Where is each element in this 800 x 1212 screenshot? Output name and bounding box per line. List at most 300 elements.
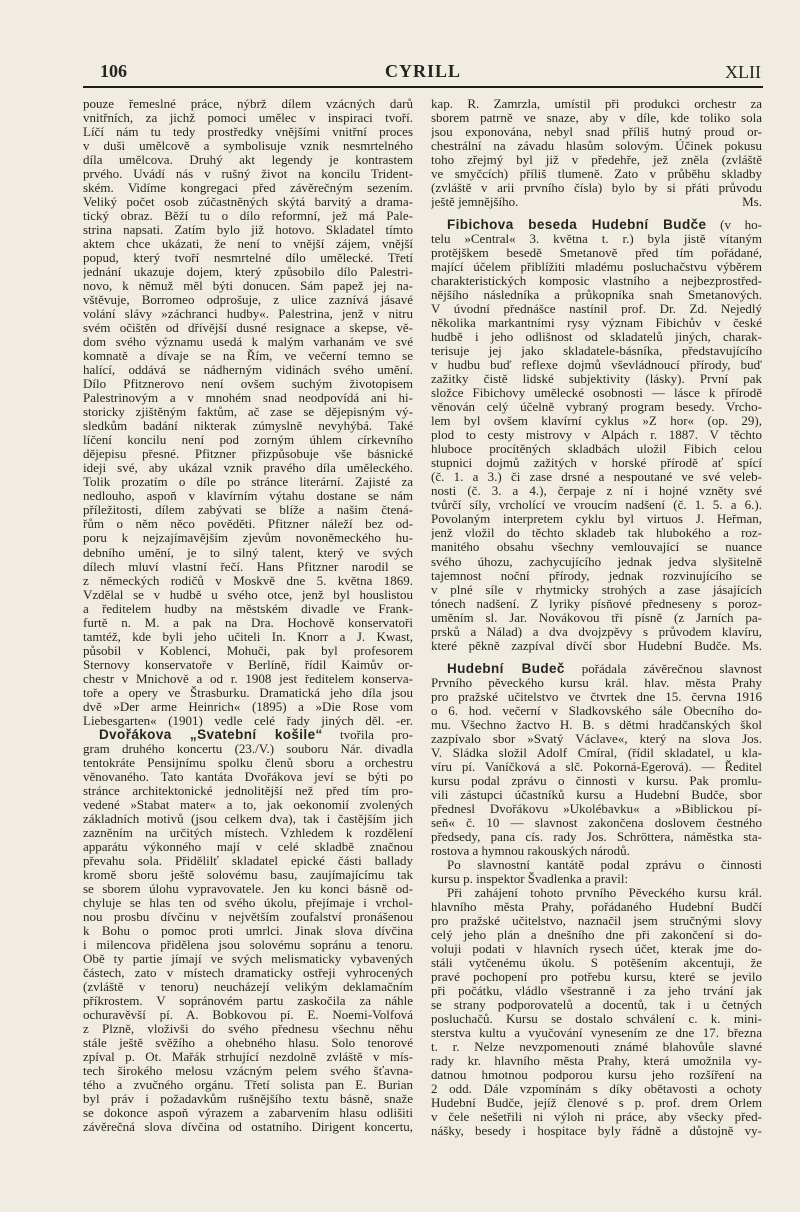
text-line <box>431 1054 762 1068</box>
line-text: v hudbu buď reflexe dojmů vševládnoucí přírody, buď <box>431 358 762 373</box>
line-text: které pěkně zazpíval dívčí sbor Hudební Budče. Ms. <box>431 638 762 653</box>
text-line <box>83 658 413 672</box>
line-text: nosti (č. 3. a 4.), čerpaje z ní i hojné vzněty své <box>431 484 762 499</box>
line-text: halící, oddává se nádherným vidinách svého umění. <box>83 363 413 378</box>
left-column <box>83 97 413 1134</box>
text-line <box>431 167 762 181</box>
text-line <box>83 742 413 756</box>
line-text: tvůrčí síly, vrcholící ve vroucím nadšení (č. 1. 5. a 6.). <box>431 498 762 513</box>
line-text: 2 odd. Dále vzpomínám s díky obětavosti a ochoty <box>431 1082 762 1097</box>
line-text: telu »Central« 3. května t. r.) byla jistě vítaným <box>431 232 762 247</box>
line-text: pro pražské učitelstvo ve čtvrtek dne 15. června 1916 <box>431 689 762 704</box>
line-text: z německých rodičů v Moskvě dne 5. května 1869. <box>83 573 413 588</box>
line-text: k Bohu o pomoc proti umrlci. Jinak slova dívčina <box>83 923 413 938</box>
text-line <box>83 630 413 644</box>
text-line <box>431 232 762 246</box>
line-text: pravé pochopení pro potřebu kursu, které se jevilo <box>431 969 762 984</box>
text-line <box>431 139 762 153</box>
text-line <box>83 588 413 602</box>
text-line <box>83 784 413 798</box>
text-line <box>431 442 762 456</box>
text-line <box>431 844 762 858</box>
text-line <box>431 597 762 611</box>
line-text: předsedy, pana cís. rady Jos. Schröttera, náměstka sta- <box>431 829 762 844</box>
line-text: Veliký počet osob zúčastněných skýtá barvitý a drama- <box>83 195 413 210</box>
line-text: Při zahájení tohoto prvního Pěveckého kursu král. <box>447 885 762 900</box>
text-line <box>431 316 762 330</box>
text-line <box>83 279 413 293</box>
line-text: celý jeho plán a dnešního dne při zakončení si do- <box>431 927 762 942</box>
line-text: (č. 1. a 3.) či zase drsné a nespoutané ve své veleb- <box>431 470 762 485</box>
text-line <box>83 363 413 377</box>
paragraph <box>431 218 762 652</box>
text-line <box>83 167 413 181</box>
text-line <box>83 672 413 686</box>
text-line <box>431 414 762 428</box>
line-text: hluboce procítěných skladbách uložil Fibich celou <box>431 442 762 457</box>
line-text: i milencova přidělena jsou solovému sopránu a tenoru. <box>83 937 413 952</box>
text-line <box>83 1064 413 1078</box>
text-line <box>431 928 762 942</box>
text-line <box>83 195 413 209</box>
text-line <box>83 517 413 531</box>
text-line <box>83 111 413 125</box>
line-text: v duši umělcově a symbolisuje vznik nesmrtelného <box>83 139 413 154</box>
text-line <box>83 616 413 630</box>
line-text: tamtéž, kde byli jeho učiteli In. Knorr a J. Kwast, <box>83 629 413 644</box>
line-text: v čele nešetřili ni výloh ni práce, aby všecky před- <box>431 1110 762 1125</box>
text-line <box>83 714 413 728</box>
text-line <box>431 456 762 470</box>
line-text: volání slávy »záchranci hudby«. Palestrina, jenž v nitru <box>83 307 413 322</box>
text-line <box>431 428 762 442</box>
volume-number: XLII <box>725 62 761 82</box>
line-text: tvořila pro- <box>322 727 413 742</box>
text-line <box>83 1036 413 1050</box>
text-line <box>83 405 413 419</box>
line-text: díla umělcova. Druhý akt legendy je kontrastem <box>83 153 413 168</box>
text-line <box>83 153 413 167</box>
text-line <box>83 854 413 868</box>
text-line <box>431 732 762 746</box>
line-text: chyluje se hlas ten od svého úkolu, přejímaje i vrchol- <box>83 895 413 910</box>
line-text: řům o něm něco pověděti. Pfitzner náleží bez od- <box>83 517 413 532</box>
line-text: manitého obsahu všechny vemlouvající se nuance <box>431 540 762 555</box>
text-line <box>83 391 413 405</box>
text-line <box>83 1120 413 1134</box>
text-line <box>431 498 762 512</box>
line-text: převahu sola. Přidělilť skladatel epické části ballady <box>83 853 413 868</box>
text-line <box>431 1110 762 1124</box>
text-line <box>431 1040 762 1054</box>
text-line <box>83 125 413 139</box>
text-line <box>431 512 762 526</box>
text-line <box>431 872 762 886</box>
paragraph <box>83 97 413 728</box>
text-line <box>83 700 413 714</box>
text-line <box>83 461 413 475</box>
line-text: prvého. Uvádí nás v rušný život na koncilu Trident- <box>83 167 413 182</box>
text-line <box>83 349 413 363</box>
text-line <box>83 868 413 882</box>
line-text: svého úhozu, zachycujícího jednak jedva slyšitelně <box>431 554 762 569</box>
line-text: protějškem besedě Smetanově před tím pořádané, <box>431 246 762 261</box>
line-text: V úvodní přednášce nastínil prof. Dr. Zd. Nejedlý <box>431 302 762 317</box>
text-line <box>431 639 762 653</box>
text-line <box>431 970 762 984</box>
text-line <box>431 344 762 358</box>
line-text: mající účelem přiblížiti mladému posluchačstvu výběrem <box>431 260 762 275</box>
line-text: (zvláště v tenoru) neucházejí velikým deklamačním <box>83 979 413 994</box>
text-line <box>431 984 762 998</box>
text-line <box>431 97 762 111</box>
paragraph <box>431 886 762 1138</box>
text-line <box>431 569 762 583</box>
text-line <box>83 896 413 910</box>
line-text: přednesl Dvořákovu »Ukolébavku« a »Biblickou pí- <box>431 801 762 816</box>
line-text: ještě jemnějšího. <box>431 195 519 210</box>
line-text: nějšího následníka a průkopníka snah Smetanových. <box>431 288 762 303</box>
line-text: Prvního pěveckého kursu král. hlav. města Prahy <box>431 675 762 690</box>
text-line <box>431 1096 762 1110</box>
text-line <box>431 195 762 209</box>
text-line <box>83 994 413 1008</box>
line-text: debního umění, je to silný talent, který ve svých <box>83 545 413 560</box>
line-text: pro pražské učitelstvo, naznačil jsem stručnými slovy <box>431 913 762 928</box>
line-text: Po slavnostní kantátě podal zprávu o činnosti <box>447 857 762 872</box>
text-line <box>431 956 762 970</box>
text-line <box>83 209 413 223</box>
text-line <box>83 1106 413 1120</box>
line-text: (zvláště v arii prvního čísla) bylo by si přáti průvodu <box>431 181 762 196</box>
line-text: kromě sboru ještě solovému basu, zaujímajícímu tak <box>83 867 413 882</box>
text-line <box>83 826 413 840</box>
text-line <box>83 770 413 784</box>
text-line <box>431 372 762 386</box>
line-text: Sternovy konservatoře v Berlíně, řídil Kaimův or- <box>83 657 413 672</box>
text-line <box>83 251 413 265</box>
line-text: strina napsati. Zatím bylo již hotovo. Skladatel tímto <box>83 223 413 238</box>
text-line <box>83 139 413 153</box>
text-line <box>431 400 762 414</box>
line-text: o 6. hod. večerní v Sladkovského sále Obecního do- <box>431 703 762 718</box>
line-text: Líčí nám tu tedy prostředky vnějšími vnitřní proces <box>83 125 413 140</box>
text-line <box>431 830 762 844</box>
text-line <box>83 686 413 700</box>
line-text: kursu podal zprávu o činnosti v kursu. Pak promlu- <box>431 773 762 788</box>
right-column <box>431 97 762 1138</box>
text-line <box>83 503 413 517</box>
text-line <box>83 938 413 952</box>
text-line <box>431 718 762 732</box>
line-text: základních motivů (jsou celkem dva), tak i častějším jich <box>83 811 413 826</box>
line-text: v plné síle v rhytmicky strohých a zase jásajících <box>431 582 762 597</box>
text-line <box>431 274 762 288</box>
text-line <box>83 433 413 447</box>
line-text: zazněním na určitých místech. Vzhledem k rozdělení <box>83 825 413 840</box>
text-line <box>431 1012 762 1026</box>
line-text: seň« č. 10 — slavnost zakončena doslovem čestného <box>431 815 762 830</box>
line-text: při počátku, vládlo všestranně i za jeho trvání jak <box>431 983 762 998</box>
text-line <box>83 293 413 307</box>
line-text: dějepisu přesné. Pfitzner přizpůsobuje vše básnické <box>83 447 413 462</box>
text-line <box>83 307 413 321</box>
line-text: ideji své, aby ukázal vznik pravého díla uměleckého. <box>83 461 413 476</box>
line-text: tajemnost noční přírody, jednak rozvinujícího se <box>431 568 762 583</box>
line-text: svém očištěn od dřívější dusné resignace a skepse, vě- <box>83 321 413 336</box>
line-text: terisuje jej jako skladatele-básníka, představujícího <box>431 344 762 359</box>
text-line <box>431 746 762 760</box>
text-line <box>83 882 413 896</box>
line-text: sborem patrně ve snaze, aby v díle, kde toliko sola <box>431 111 762 126</box>
section-heading: Hudební Budeč <box>447 661 565 676</box>
text-line <box>83 531 413 545</box>
line-text: nedlouho, aspoň v klavírním výtahu dostane se nám <box>83 489 413 504</box>
line-text: Dílo Pfitznerovo není ovšem suchým životopisem <box>83 377 413 392</box>
text-line <box>83 560 413 574</box>
line-text: vštěvuje, Borromeo odprošuje, z ulice zaznívá jásavé <box>83 293 413 308</box>
line-text: kursu p. inspektor Švadlenka a pravil: <box>431 871 629 886</box>
line-text: působil v Koblenci, Mohuči, pak byl profesorem <box>83 643 413 658</box>
line-text: se dokonce aspoň výrazem a zabarvením hlasu odlišiti <box>83 1106 413 1121</box>
page-number: 106 <box>100 61 127 81</box>
line-text: hudbě i jeho odlišnost od skladatelů jiných, charak- <box>431 330 762 345</box>
section-heading: Fibichova beseda Hudební Budče <box>447 218 707 233</box>
line-text: Vzdělal se v hudbě u svého otce, jenž byl houslistou <box>83 587 413 602</box>
line-text: věnován celý účelně vybraný program besedy. Vrcho- <box>431 400 762 415</box>
line-text: novo, k němuž měl býti donucen. Sám papež jej na- <box>83 279 413 294</box>
text-line <box>431 858 762 872</box>
line-text: byl práv i požadavkům rušnějšího textu básně, snaže <box>83 1092 413 1107</box>
line-text: stupnici dojmů zažitých v horské přírodě ať spící <box>431 456 762 471</box>
line-text: V. Sládka složil Adolf Cmíral, (řídil skladatel, u kla- <box>431 745 762 760</box>
line-text: tónech nadšení. Z lyriky písňové předneseny s poroz- <box>431 596 762 611</box>
line-text: apparátu výkonného mají v celé skladbě značnou <box>83 839 413 854</box>
text-line <box>431 260 762 274</box>
line-text: mu. Všechno žactvo H. B. s dětmi hradčanských škol <box>431 717 762 732</box>
line-text: hlavního města Prahy, pořádaného Hudební Budčí <box>431 899 762 914</box>
text-line <box>431 153 762 167</box>
text-line <box>83 798 413 812</box>
text-line <box>431 816 762 830</box>
text-line <box>431 611 762 625</box>
line-text: zazpívalo sbor »Svatý Václave«, který na slova Jos. <box>431 731 762 746</box>
line-text: stáli vytčenému úkolu. S potěšením akcentuji, že <box>431 955 762 970</box>
line-text: víru pí. Vaníčková a slč. Pokorná-Egerová). — Ředitel <box>431 759 762 774</box>
line-text: z Plzně, vloživši do svého přednesu všechnu něhu <box>83 1022 413 1037</box>
text-line <box>83 1008 413 1022</box>
line-text: storicky zjištěným faktům, ač zase se dějepisným vý- <box>83 405 413 420</box>
text-line <box>83 335 413 349</box>
line-text: jenž vložil do těchto skladeb tak hlubokého a roz- <box>431 526 762 541</box>
text-line <box>431 555 762 569</box>
text-line <box>431 470 762 484</box>
text-line <box>83 1050 413 1064</box>
text-line <box>431 625 762 639</box>
paragraph <box>431 662 762 858</box>
line-text: líčení koncilu není pod zorným úhlem církevního <box>83 433 413 448</box>
text-line <box>431 583 762 597</box>
line-text: aktem chce ukázati, že není to vnější zájem, vnější <box>83 237 413 252</box>
paragraph <box>83 728 413 1134</box>
line-text: chestr v Mnichově a od r. 1908 jest ředitelem konserva- <box>83 671 413 686</box>
text-line <box>431 662 762 676</box>
text-line <box>431 704 762 718</box>
line-text: gram druhého koncertu (23./V.) souboru Nár. divadla <box>83 741 413 756</box>
text-line <box>431 998 762 1012</box>
text-line <box>83 980 413 994</box>
line-text: charakteristických komposic vlastního a nejbezprostřed- <box>431 274 762 289</box>
text-line <box>83 602 413 616</box>
author-signature: Ms. <box>742 195 762 210</box>
line-text: plod to cesty mistrovy v Alpách r. 1887. V těchto <box>431 428 762 443</box>
line-text: příležitosti, dílem zabývati se blíže a našim čtená- <box>83 503 413 518</box>
text-line <box>431 900 762 914</box>
line-text: jednání ukazuje dojem, který způsobilo dílo Palestri- <box>83 265 413 280</box>
line-text: tický obraz. Běží tu o dílo reformní, jež má Pale- <box>83 209 413 224</box>
text-line <box>83 952 413 966</box>
line-text: tého a zvučného orgánu. Třetí solista pan E. Burian <box>83 1078 413 1093</box>
line-text: rady kr. hlavního města Prahy, která umožnila vy- <box>431 1054 762 1069</box>
text-line <box>83 728 413 742</box>
line-text: pouze řemeslné práce, nýbrž dílem vzácných darů <box>83 97 413 111</box>
line-text: dílech mluví vlastní řečí. Hans Pfitzner narodil se <box>83 559 413 574</box>
line-text: ochuravěvší pí. A. Bobkovou pí. E. Noemi-Volfová <box>83 1008 413 1023</box>
text-line <box>431 942 762 956</box>
text-line <box>431 181 762 195</box>
line-text: stránce architektonické jednolitější než před tím pro- <box>83 783 413 798</box>
line-text: věnovaného. Tato kantáta Dvořákova jeví se býti po <box>83 769 413 784</box>
line-text: sterstva kultu a vyučování vynesením ze dne 17. března <box>431 1026 762 1041</box>
line-text: toře a opery ve Štrasburku. Dramatická jeho díla jsou <box>83 685 413 700</box>
line-text: Liebesgarten« (1901) vedle celé řady jiných děl. -er. <box>83 713 413 728</box>
text-line <box>431 1068 762 1082</box>
line-text: závěrečná slova dívčina od ostatního. Dirigent koncertu, <box>83 1120 413 1135</box>
line-text: poru k nejzajímavějším zjevům novoněmeckého hu- <box>83 531 413 546</box>
line-text: prsků a Nálad) a dva dvojzpěvy s průvodem klavíru, <box>431 624 762 639</box>
text-line <box>431 886 762 900</box>
text-line <box>431 526 762 540</box>
line-text: popud, který tvoří nesmrtelné dílo umělecké. Třetí <box>83 251 413 266</box>
text-line <box>431 288 762 302</box>
text-line <box>431 358 762 372</box>
header-rule <box>83 86 763 88</box>
text-line <box>431 330 762 344</box>
line-text: (v ho- <box>706 218 762 233</box>
text-line <box>431 676 762 690</box>
text-line <box>83 321 413 335</box>
text-line <box>431 914 762 928</box>
page-header <box>83 58 763 86</box>
text-line <box>83 1078 413 1092</box>
line-text: příkrostem. V sopránovém partu zaskočila za náhle <box>83 994 413 1008</box>
text-line <box>431 246 762 260</box>
line-text: částech, zato v místech dramaticky ostřeji vyhrocených <box>83 965 413 980</box>
text-line <box>83 574 413 588</box>
text-line <box>83 756 413 770</box>
text-line <box>431 788 762 802</box>
text-line <box>83 1022 413 1036</box>
line-text: vedené »Stabat mater« a to, jak oekonomií zvolených <box>83 797 413 812</box>
text-line <box>83 475 413 489</box>
text-line <box>83 489 413 503</box>
line-text: Obě ty partie jímají ve svých melismaticky vybavených <box>83 951 413 966</box>
text-line <box>431 540 762 554</box>
line-text: posluchačů. Kursu se dostalo schválení c. k. mini- <box>431 1012 762 1026</box>
line-text: stále ještě svěžího a ohebného hlasu. Solo tenorové <box>83 1036 413 1051</box>
line-text: komnatě a dívaje se na Řím, ve večerní temno se <box>83 349 413 364</box>
line-text: zpíval p. Ot. Mařák strhující nezdolně zvláště v mís- <box>83 1050 413 1065</box>
text-line <box>83 447 413 461</box>
paragraph <box>431 858 762 886</box>
line-text: datnou hmotnou podporou kursu jeho rozšíření na <box>431 1068 762 1083</box>
text-line <box>83 377 413 391</box>
text-line <box>431 125 762 139</box>
text-line <box>431 484 762 498</box>
line-text: lem byl ovšem klavírní cyklus »Z hor« (op. 29), <box>431 414 762 429</box>
line-text: voluji podati v hlavních rysech účet, kterak jme do- <box>431 941 762 956</box>
text-line <box>83 237 413 251</box>
text-line <box>431 1082 762 1096</box>
line-text: furtě n. M. a pak na Dra. Hochově konservatoři <box>83 615 413 630</box>
text-line <box>431 111 762 125</box>
line-text: se strany podporovatelů a docentů, tak i u četných <box>431 997 762 1012</box>
line-text: vili zástupci účastníků kursu a Hudební Budče, sbor <box>431 787 762 802</box>
line-text: ském. Vidíme kongregaci před závěrečným sezením. <box>83 181 413 196</box>
text-line <box>431 302 762 316</box>
text-line <box>431 1124 762 1138</box>
line-text: uměním sl. Jar. Novákovou tři písně (z Jarních pa- <box>431 610 762 625</box>
text-line <box>83 812 413 826</box>
text-line <box>83 910 413 924</box>
line-text: Hudební Budče, jejíž členové s p. prof. drem Orlem <box>431 1096 762 1111</box>
section-heading: Dvořákova „Svatební košile“ <box>99 727 323 742</box>
line-text: složce Fibichovy umělecké osobnosti — lásce k přírodě <box>431 386 762 401</box>
line-text: chestrální na závadu hlasům solovým. Účinek pokusu <box>431 139 762 154</box>
line-text: nášky, besedy i hospitace byly řádně a důstojně vy- <box>431 1124 762 1139</box>
line-text: nou prosbu dívčinu v největším zoufalství pronášenou <box>83 909 413 924</box>
text-line <box>431 802 762 816</box>
text-line <box>83 966 413 980</box>
line-text: se sborem úlohu vypravovatele. Jen ku konci básně od- <box>83 881 413 896</box>
text-line <box>83 840 413 854</box>
line-text: rostova a hymnou rakouských národů. <box>431 843 630 858</box>
line-text: tentokráte Pensijnímu spolku členů sboru a orchestru <box>83 755 413 770</box>
paragraph <box>431 97 762 209</box>
text-line <box>431 1026 762 1040</box>
text-line <box>83 644 413 658</box>
text-line <box>431 386 762 400</box>
line-text: dvě »Der arme Heinrich« (1895) a »Die Rose vom <box>83 699 413 714</box>
text-line <box>83 419 413 433</box>
line-text: toho zřejmý byl již v předehře, jež zněla (zvláště <box>431 153 762 168</box>
line-text: sledkům badání nikterak zúmyslně nevyhýbá. Také <box>83 419 413 434</box>
line-text: a ředitelem hudby na městském divadle ve Frank- <box>83 601 413 616</box>
text-line <box>431 774 762 788</box>
line-text: dom svého významu usedá k malým varhanám ve své <box>83 335 413 350</box>
line-text: několika markantními rysy význam Fibichův v české <box>431 316 762 331</box>
text-line <box>431 690 762 704</box>
line-text: t. r. Nelze nevzpomenouti známé blahovůle slavné <box>431 1040 762 1055</box>
line-text: zažitky čistě lidské subjektivity (lásky). První pak <box>431 372 762 387</box>
text-line <box>83 546 413 560</box>
text-line <box>431 760 762 774</box>
text-line <box>83 181 413 195</box>
line-text: Povolaným interpretem cyklu byl virtuos J. Heřman, <box>431 512 762 527</box>
line-text: jsou exponována, nebyl snad příliš hutný proud or- <box>431 125 762 140</box>
line-text: ve smyčcích) příliš tlumeně. Zato v průběhu skladby <box>431 167 762 182</box>
text-line <box>83 265 413 279</box>
